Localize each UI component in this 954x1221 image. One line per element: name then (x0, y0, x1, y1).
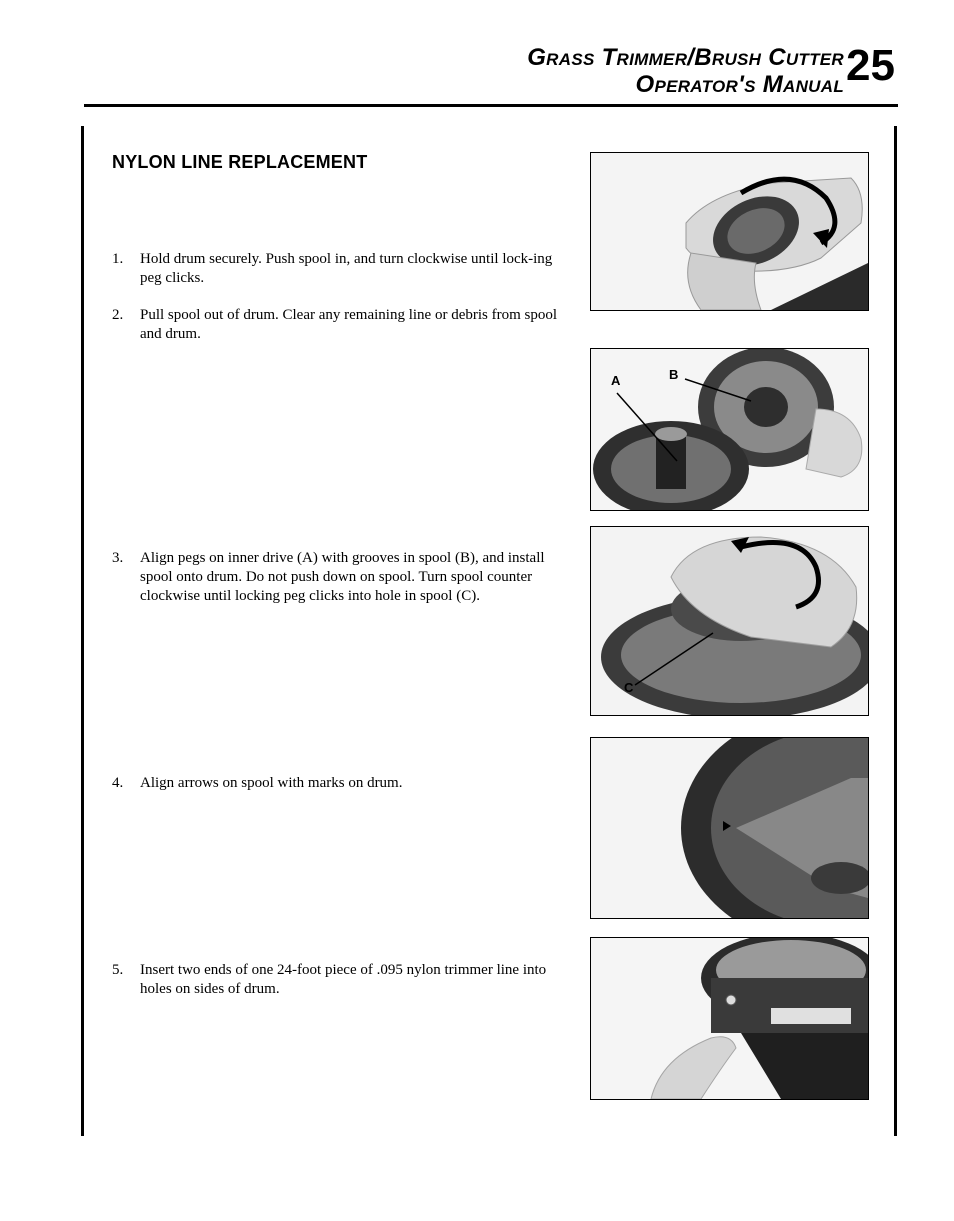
figure-spool-push-turn (590, 152, 869, 311)
step-number: 3. (112, 550, 124, 566)
step-4 (112, 774, 562, 793)
step-text: Pull spool out of drum. Clear any remaining line or debris from spool and drum. (140, 307, 558, 342)
right-margin-bar (894, 126, 897, 1136)
label-b: B (669, 367, 679, 382)
manual-title-line2: Operator's Manual (635, 71, 844, 98)
figure-spool-removed (590, 348, 869, 511)
figure-align-arrows (590, 737, 869, 919)
step-number: 4. (112, 775, 124, 791)
step-number: 1. (112, 251, 124, 267)
step-3 (112, 549, 562, 606)
figure-insert-line (590, 937, 869, 1100)
step-2 (112, 306, 562, 344)
step-1 (112, 250, 562, 288)
header-rule (84, 104, 898, 107)
label-a: A (611, 373, 621, 388)
step-text: Align arrows on spool with marks on drum. (140, 775, 403, 791)
section-heading: NYLON LINE REPLACEMENT (112, 152, 368, 172)
left-margin-bar (81, 126, 84, 1136)
label-c: C (624, 680, 634, 695)
step-text: Align pegs on inner drive (A) with grooves in spool (B), and install spool onto drum. Do not push down on spool. Turn spool counter clockwise until locking peg clicks into hole in spool (C). (140, 550, 545, 604)
manual-title-line1: Grass Trimmer/Brush Cutter (527, 44, 844, 71)
step-number: 2. (112, 307, 124, 323)
step-5 (112, 961, 562, 999)
page-number: 25 (846, 41, 895, 90)
step-number: 5. (112, 962, 124, 978)
step-text: Insert two ends of one 24-foot piece of .095 nylon trimmer line into holes on sides of drum. (140, 962, 547, 997)
step-text: Hold drum securely. Push spool in, and turn clockwise until lock-ing peg clicks. (140, 251, 553, 286)
manual-title (527, 44, 844, 98)
figure-spool-install (590, 526, 869, 716)
